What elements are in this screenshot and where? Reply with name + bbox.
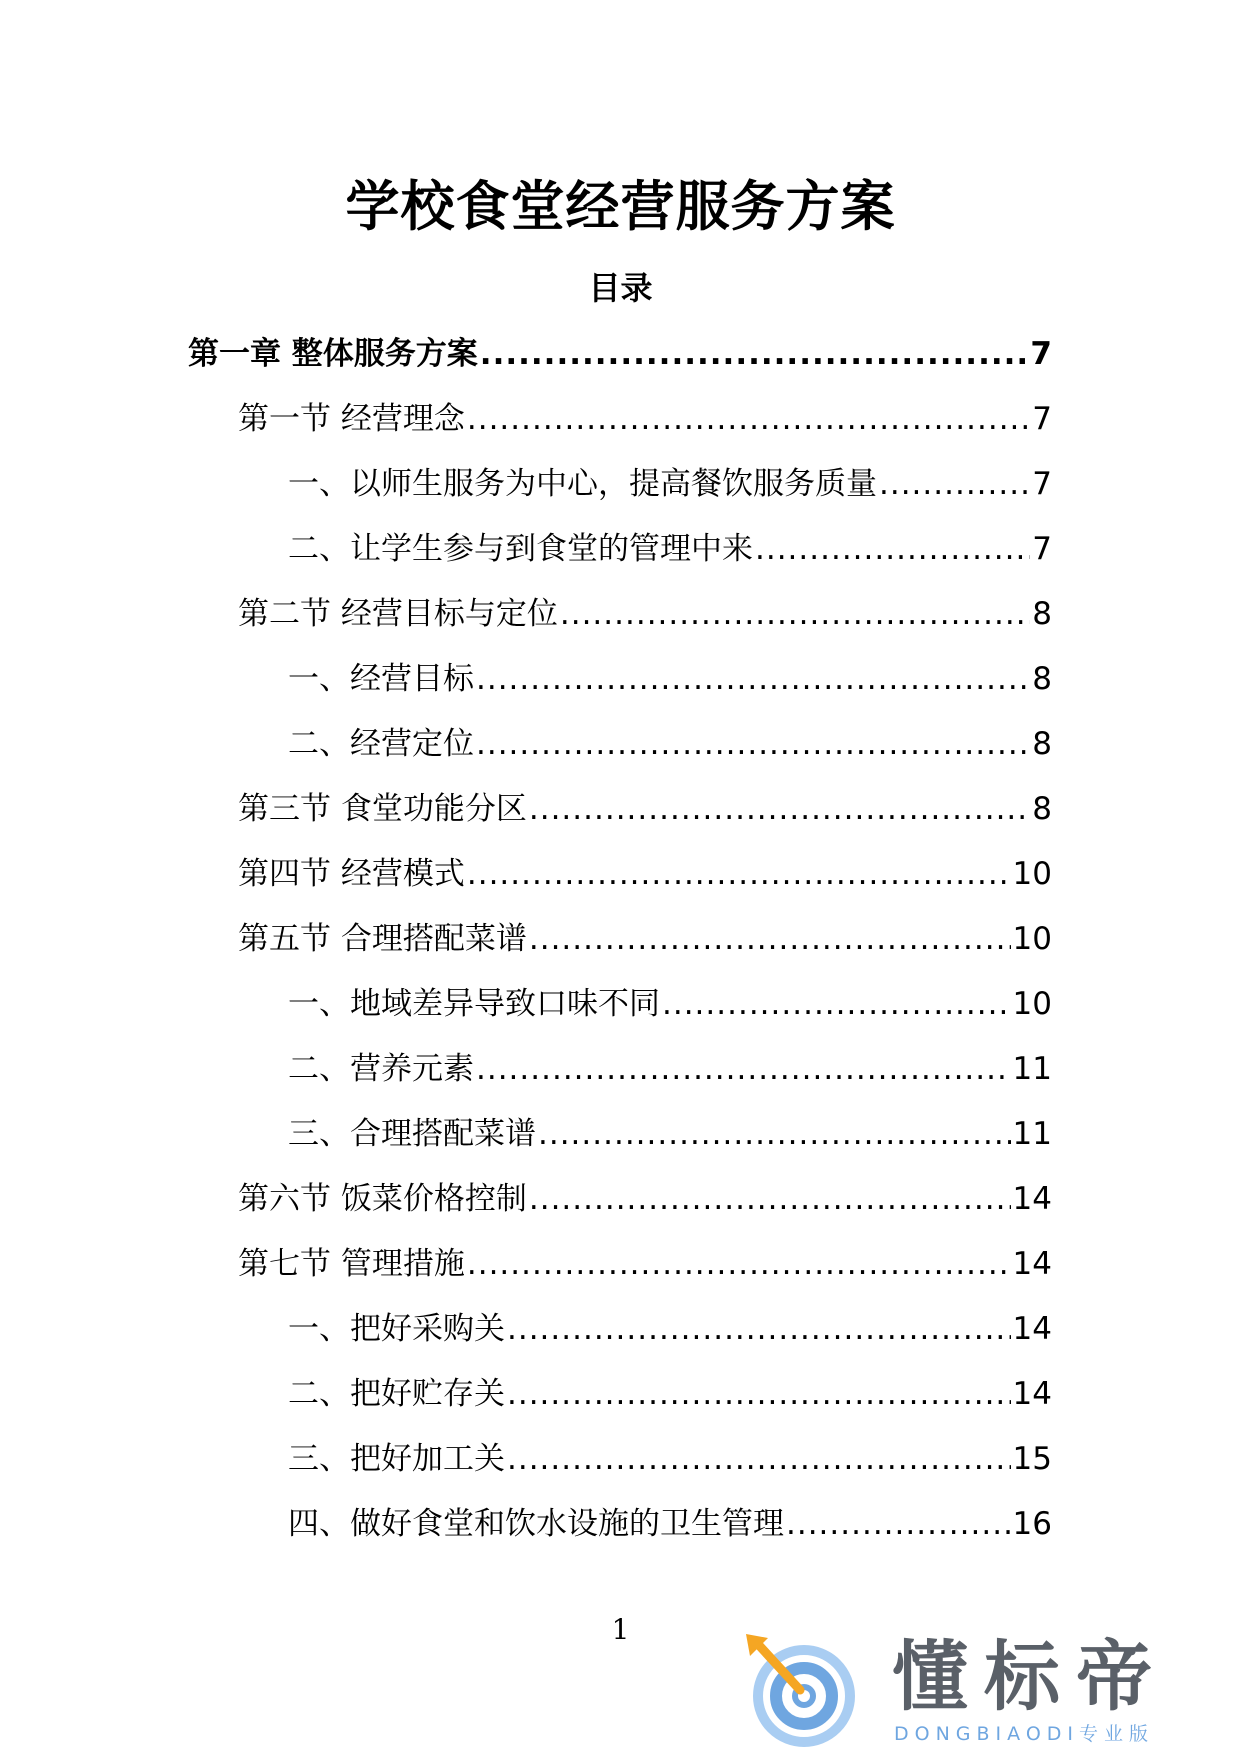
document-title: 学校食堂经营服务方案 — [345, 175, 896, 238]
toc-entry-page: 14 — [1012, 1181, 1052, 1217]
toc-entry[interactable] — [288, 1492, 1052, 1557]
toc-entry-page: 14 — [1012, 1311, 1052, 1347]
toc-entry-text: 四、做好食堂和饮水设施的卫生管理 — [288, 1506, 784, 1542]
toc-entry-page: 11 — [1012, 1051, 1052, 1087]
toc-entry[interactable] — [238, 907, 1052, 972]
toc-dot-leader — [476, 1037, 1011, 1102]
toc-dot-leader — [529, 907, 1011, 972]
watermark — [742, 1632, 1212, 1750]
toc-entry-page: 10 — [1012, 986, 1052, 1022]
toc-dot-leader — [538, 1102, 1011, 1167]
toc-entry-text: 第七节 管理措施 — [238, 1246, 465, 1282]
toc-entry-page: 15 — [1012, 1441, 1052, 1477]
toc-entry-text: 一、以师生服务为中心，提高餐饮服务质量 — [288, 466, 877, 502]
toc-entry[interactable] — [288, 712, 1052, 777]
toc-entry-text: 第一章 整体服务方案 — [188, 336, 478, 372]
toc-entry-page: 7 — [1032, 466, 1052, 502]
toc-dot-leader — [507, 1297, 1011, 1362]
toc-entry[interactable] — [238, 1232, 1052, 1297]
toc-entry-page: 8 — [1032, 791, 1052, 827]
watermark-name: 懂标帝 — [892, 1632, 1168, 1721]
toc-entry[interactable] — [238, 582, 1052, 647]
toc-entry-text: 一、经营目标 — [288, 661, 474, 697]
toc-entry[interactable] — [238, 387, 1052, 452]
toc-entry[interactable] — [288, 647, 1052, 712]
toc-entry-text: 第五节 合理搭配菜谱 — [238, 921, 527, 957]
toc-entry-text: 一、地域差异导致口味不同 — [288, 986, 660, 1022]
toc-entry[interactable] — [188, 322, 1052, 387]
toc-dot-leader — [755, 517, 1030, 582]
toc-entry[interactable] — [288, 1427, 1052, 1492]
toc-entry[interactable] — [288, 1037, 1052, 1102]
toc-entry-text: 二、经营定位 — [288, 726, 474, 762]
toc-entry-text: 二、让学生参与到食堂的管理中来 — [288, 531, 753, 567]
toc-entry-text: 二、把好贮存关 — [288, 1376, 505, 1412]
toc-entry-page: 10 — [1012, 856, 1052, 892]
toc-entry-page: 14 — [1012, 1376, 1052, 1412]
toc-dot-leader — [507, 1362, 1011, 1427]
toc-dot-leader — [529, 777, 1030, 842]
toc-entry-text: 三、合理搭配菜谱 — [288, 1116, 536, 1152]
toc-entry[interactable] — [238, 1167, 1052, 1232]
toc-dot-leader — [480, 322, 1029, 387]
toc-entry-text: 一、把好采购关 — [288, 1311, 505, 1347]
toc-dot-leader — [467, 387, 1030, 452]
toc-entry[interactable] — [288, 517, 1052, 582]
toc-dot-leader — [879, 452, 1030, 517]
toc-entry[interactable] — [238, 842, 1052, 907]
toc-entry-text: 二、营养元素 — [288, 1051, 474, 1087]
target-arrow-icon — [742, 1632, 862, 1750]
toc-entry[interactable] — [288, 1362, 1052, 1427]
toc-entry-page: 8 — [1032, 726, 1052, 762]
toc-entry[interactable] — [288, 452, 1052, 517]
toc-dot-leader — [507, 1427, 1011, 1492]
toc-dot-leader — [662, 972, 1011, 1037]
toc-entry-page: 16 — [1012, 1506, 1052, 1542]
toc-entry[interactable] — [288, 972, 1052, 1037]
table-of-contents — [0, 322, 1241, 1557]
toc-entry-text: 第二节 经营目标与定位 — [238, 596, 558, 632]
toc-dot-leader — [476, 712, 1030, 777]
toc-entry[interactable] — [288, 1297, 1052, 1362]
toc-entry-page: 11 — [1012, 1116, 1052, 1152]
toc-dot-leader — [786, 1492, 1011, 1557]
toc-entry-page: 14 — [1012, 1246, 1052, 1282]
page-number: 1 — [611, 1613, 630, 1646]
toc-heading: 目录 — [588, 269, 653, 307]
toc-entry-text: 第六节 饭菜价格控制 — [238, 1181, 527, 1217]
toc-entry[interactable] — [238, 777, 1052, 842]
watermark-subtitle: DONGBIAODI专业版 — [894, 1723, 1155, 1745]
toc-dot-leader — [467, 1232, 1011, 1297]
toc-dot-leader — [529, 1167, 1011, 1232]
toc-entry-page: 10 — [1012, 921, 1052, 957]
toc-entry-text: 第四节 经营模式 — [238, 856, 465, 892]
toc-entry-page: 8 — [1032, 596, 1052, 632]
toc-dot-leader — [560, 582, 1030, 647]
toc-dot-leader — [476, 647, 1030, 712]
toc-entry-page: 7 — [1030, 336, 1052, 372]
toc-entry-text: 三、把好加工关 — [288, 1441, 505, 1477]
toc-entry-page: 7 — [1032, 531, 1052, 567]
toc-entry-page: 8 — [1032, 661, 1052, 697]
toc-entry-text: 第一节 经营理念 — [238, 401, 465, 437]
toc-entry-text: 第三节 食堂功能分区 — [238, 791, 527, 827]
toc-entry-page: 7 — [1032, 401, 1052, 437]
toc-dot-leader — [467, 842, 1011, 907]
toc-entry[interactable] — [288, 1102, 1052, 1167]
